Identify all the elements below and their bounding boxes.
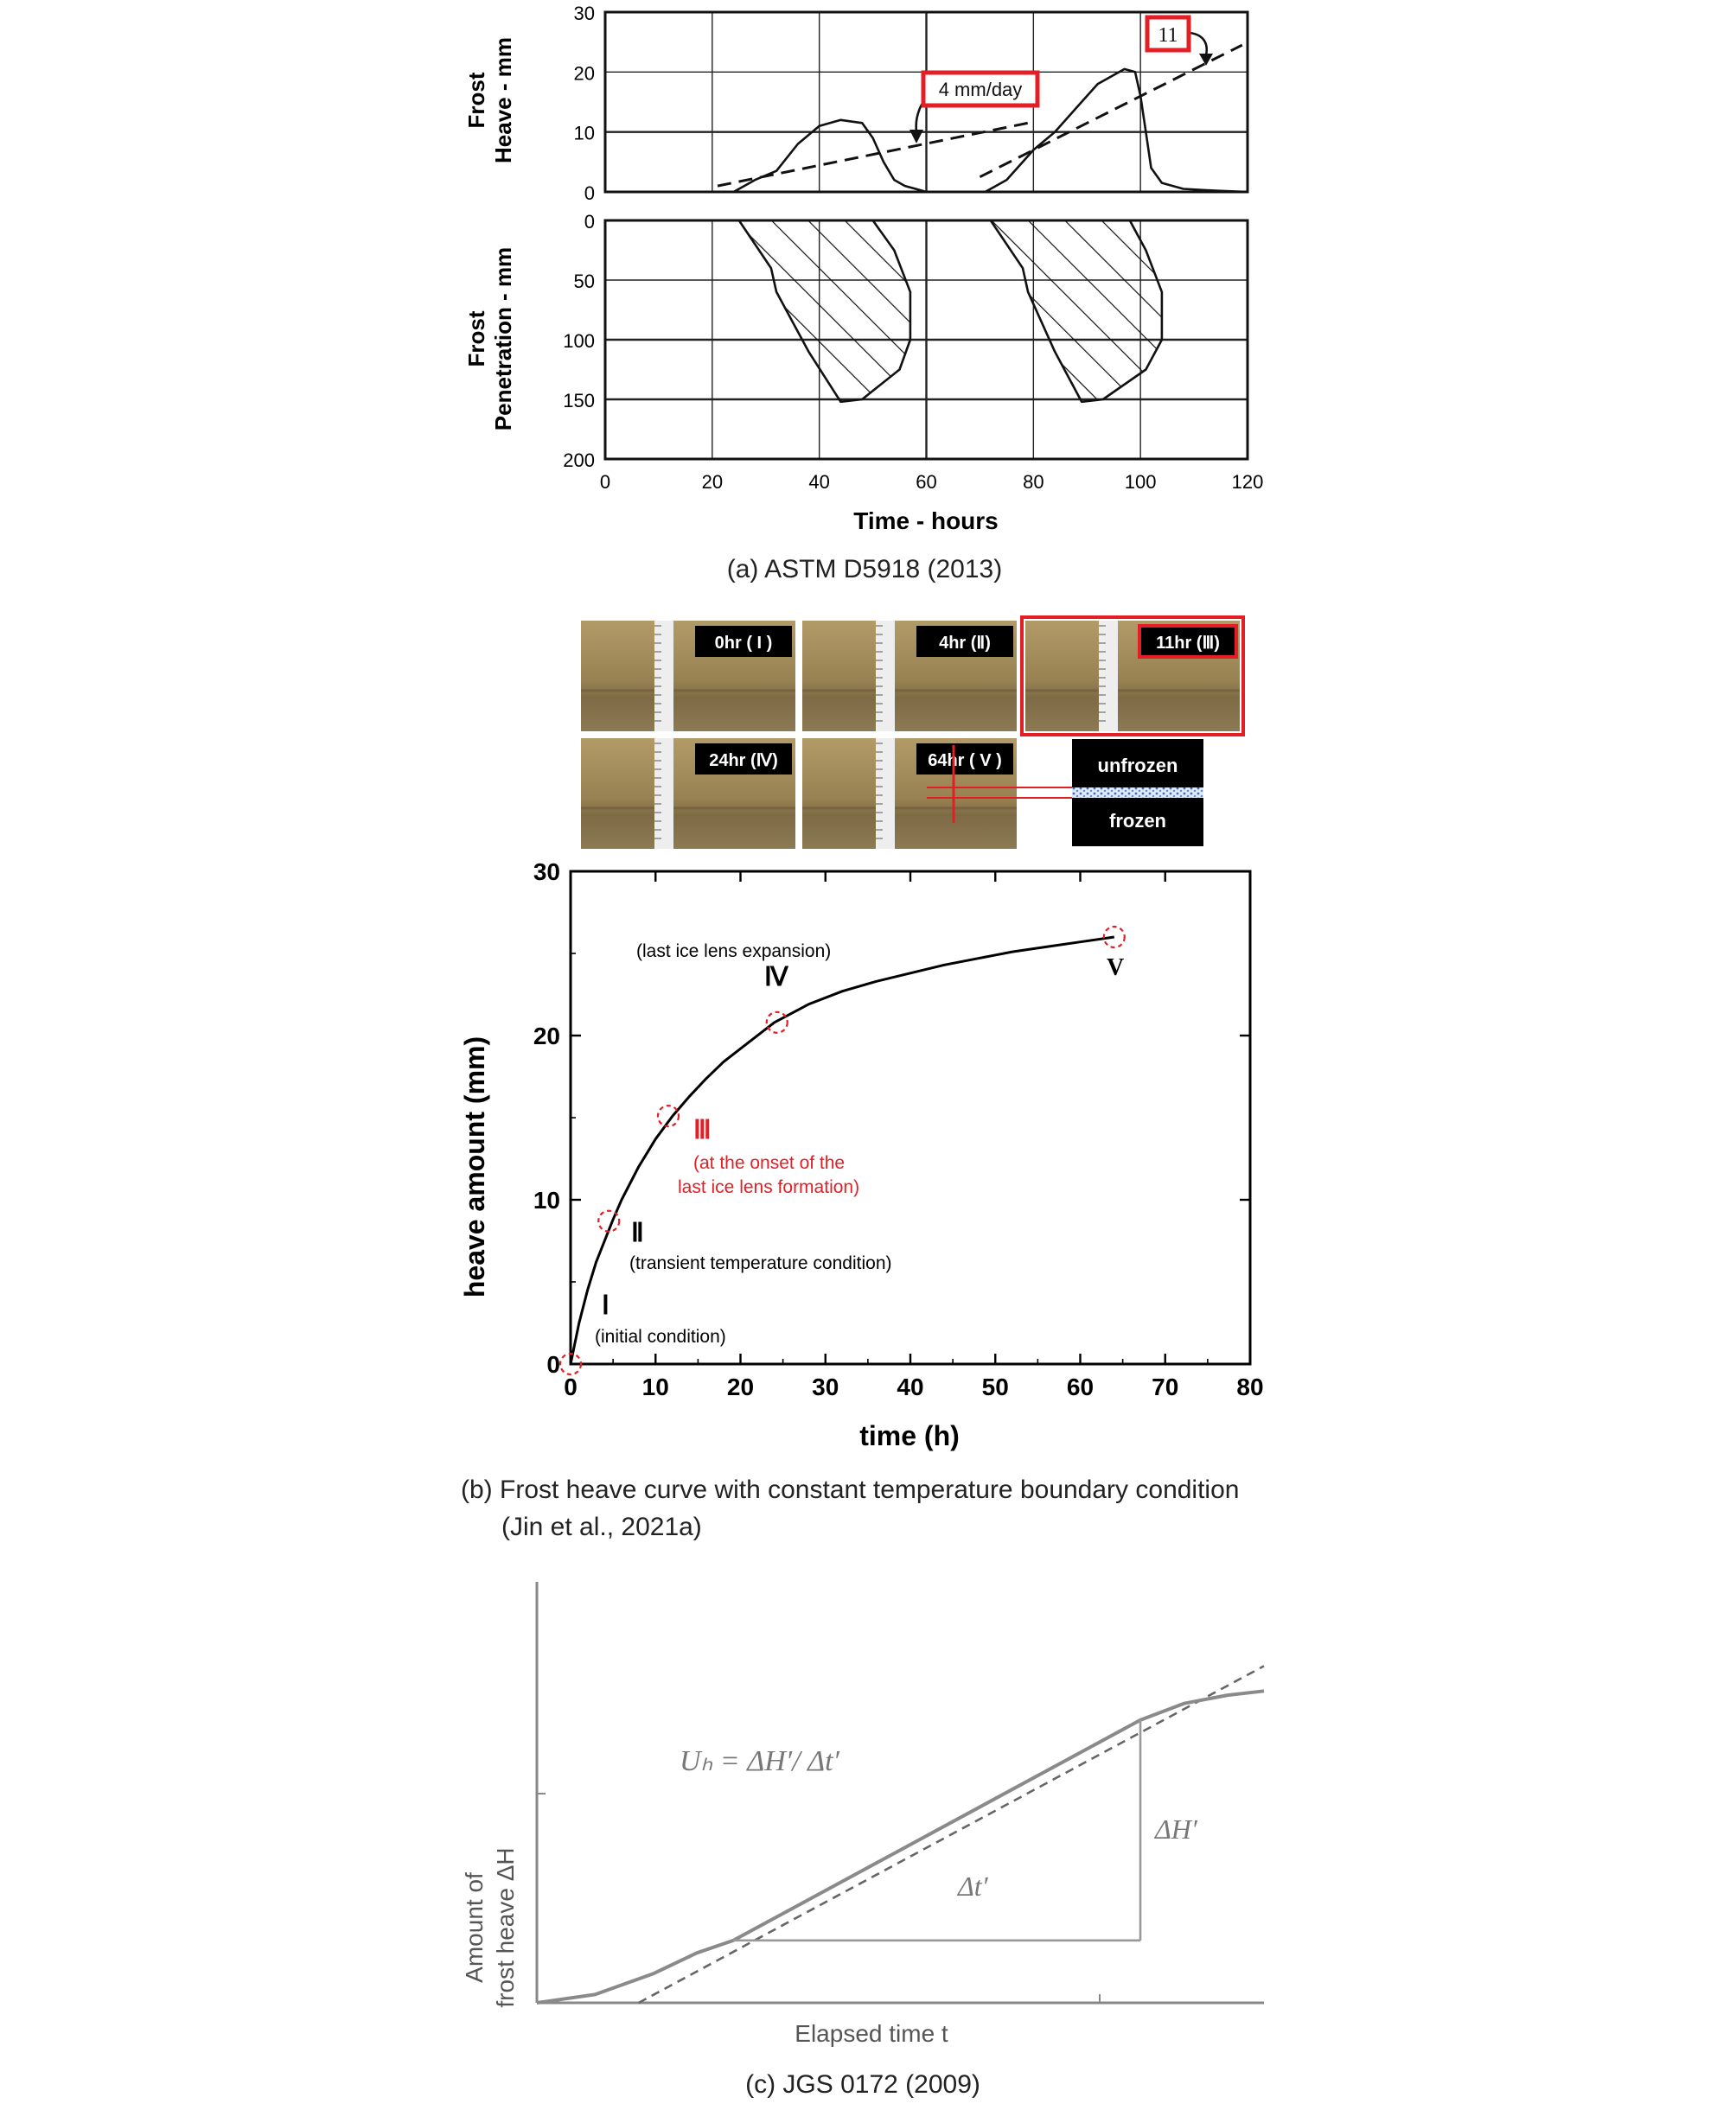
frost-penetration-area	[991, 220, 1162, 402]
annot-II-text: (transient temperature condition)	[629, 1253, 892, 1273]
legend-interface	[1072, 787, 1203, 798]
panel-b-ytick: 10	[533, 1187, 560, 1214]
panel-a-xtick: 120	[1231, 471, 1264, 493]
panel-c-chart	[0, 1547, 1736, 2110]
annot-II: Ⅱ	[631, 1219, 644, 1247]
rate-arrowhead	[909, 130, 923, 143]
panel-a-caption: (a) ASTM D5918 (2013)	[726, 555, 1003, 583]
ruler	[654, 738, 673, 849]
photo-label: 0hr ( I )	[714, 634, 773, 653]
ruler	[876, 621, 895, 731]
panel-a-trend-line	[980, 45, 1241, 177]
panel-b-xtick: 70	[1152, 1374, 1179, 1400]
panel-b-xtick: 40	[897, 1374, 924, 1400]
panel-a-bottom-plot	[739, 220, 1162, 402]
annot-11-arrow	[1190, 33, 1207, 55]
annot-III-text-2: last ice lens formation)	[678, 1177, 860, 1197]
annot-I-text: (initial condition)	[595, 1327, 726, 1347]
annot-11-arrowhead	[1199, 54, 1213, 66]
soil-layer-line	[802, 689, 1017, 692]
panel-a-bottom-ytick: 0	[584, 211, 595, 233]
panel-a-xtick: 0	[599, 471, 611, 493]
soil-layer-line	[581, 806, 795, 809]
panel-c-formula: Uₕ = ΔH′/ Δt′	[680, 1745, 839, 1777]
annot-IV-text: (last ice lens expansion)	[636, 941, 832, 961]
frost-penetration-area	[739, 220, 910, 402]
panel-a-top-ytick: 30	[573, 3, 595, 24]
soil-layer-line	[1025, 689, 1240, 692]
panel-a-top-plot	[718, 45, 1248, 192]
heave-curve	[571, 937, 1114, 1364]
photo-label: 11hr (Ⅲ)	[1156, 634, 1220, 653]
panel-a-top-ytick: 20	[573, 62, 595, 85]
panel-a-top-ylabel-2: Heave - mm	[490, 37, 516, 163]
panel-b-xtick: 50	[981, 1374, 1009, 1400]
panel-b-xtick: 60	[1066, 1374, 1095, 1400]
photo-label: 24hr (Ⅳ)	[709, 751, 778, 770]
panel-c-caption: (c) JGS 0172 (2009)	[745, 2070, 980, 2099]
panel-a-bottom-ylabel-2: Penetration - mm	[490, 246, 516, 431]
panel-a-bottom-ytick: 50	[573, 271, 595, 292]
panel-b-xtick: 20	[726, 1374, 755, 1400]
panel-a-xlabel: Time - hours	[853, 507, 999, 534]
panel-c-delta-h: ΔH′	[1155, 1814, 1197, 1845]
panel-b-ytick: 20	[533, 1023, 560, 1049]
panel-a-top-ylabel-1: Frost	[463, 72, 489, 129]
panel-a-top-ytick: 10	[573, 122, 595, 144]
panel-a-bottom-ytick: 150	[563, 390, 595, 411]
rate-annotation: 4 mm/day	[938, 79, 1023, 100]
panel-c-curve	[537, 1691, 1264, 2003]
panel-b-ytick: 30	[533, 858, 560, 885]
ruler	[654, 621, 673, 731]
panel-b-xtick: 0	[564, 1374, 578, 1400]
panel-b-xtick: 80	[1236, 1374, 1264, 1400]
panel-b-ylabel: heave amount (mm)	[459, 1036, 490, 1298]
ruler	[1099, 621, 1118, 731]
panel-b-ytick: 0	[546, 1351, 560, 1378]
photo-label: 4hr (Ⅱ)	[939, 634, 991, 653]
panel-a-bottom-ytick: 200	[563, 449, 595, 471]
legend-unfrozen: unfrozen	[1097, 755, 1178, 776]
soil-layer-line	[802, 806, 1017, 809]
panel-c-ylabel-2: frost heave ΔH	[492, 1847, 519, 2008]
panel-a-bottom-ylabel-1: Frost	[463, 310, 489, 367]
annot-III: Ⅲ	[693, 1116, 712, 1144]
panel-a-bottom-ytick: 100	[563, 330, 595, 352]
annot-I: Ⅰ	[602, 1291, 610, 1320]
panel-a-top-ytick: 0	[584, 182, 595, 204]
panel-b-xtick: 10	[641, 1374, 669, 1400]
panel-a-chart	[0, 0, 1736, 605]
panel-a-xtick: 40	[808, 471, 830, 493]
legend-frozen: frozen	[1109, 810, 1166, 832]
annot-11: 11	[1158, 24, 1178, 47]
panel-c-xlabel: Elapsed time t	[795, 2020, 948, 2047]
ruler	[876, 738, 895, 849]
panel-b-caption-1: (b) Frost heave curve with constant temperature boundary condition	[461, 1476, 1240, 1504]
panel-a-xtick: 20	[701, 471, 724, 493]
panel-b-caption-2: (Jin et al., 2021a)	[501, 1513, 702, 1541]
annot-IV: Ⅳ	[764, 963, 788, 991]
photo-label: 64hr ( V )	[928, 751, 1002, 770]
photo-strip	[0, 605, 1736, 856]
annot-V: V	[1107, 954, 1125, 981]
panel-a-xtick: 80	[1023, 471, 1044, 493]
panel-c-delta-t: Δt′	[958, 1871, 988, 1902]
panel-a-xtick: 100	[1124, 471, 1157, 493]
panel-b-xtick: 30	[812, 1374, 839, 1400]
annot-III-text-1: (at the onset of the	[693, 1153, 846, 1173]
panel-c-ylabel-1: Amount of	[461, 1872, 488, 1983]
panel-b-xlabel: time (h)	[859, 1420, 960, 1451]
panel-b-chart	[0, 856, 1736, 1547]
soil-layer-line	[581, 689, 795, 692]
panel-a-xtick: 60	[916, 471, 937, 493]
